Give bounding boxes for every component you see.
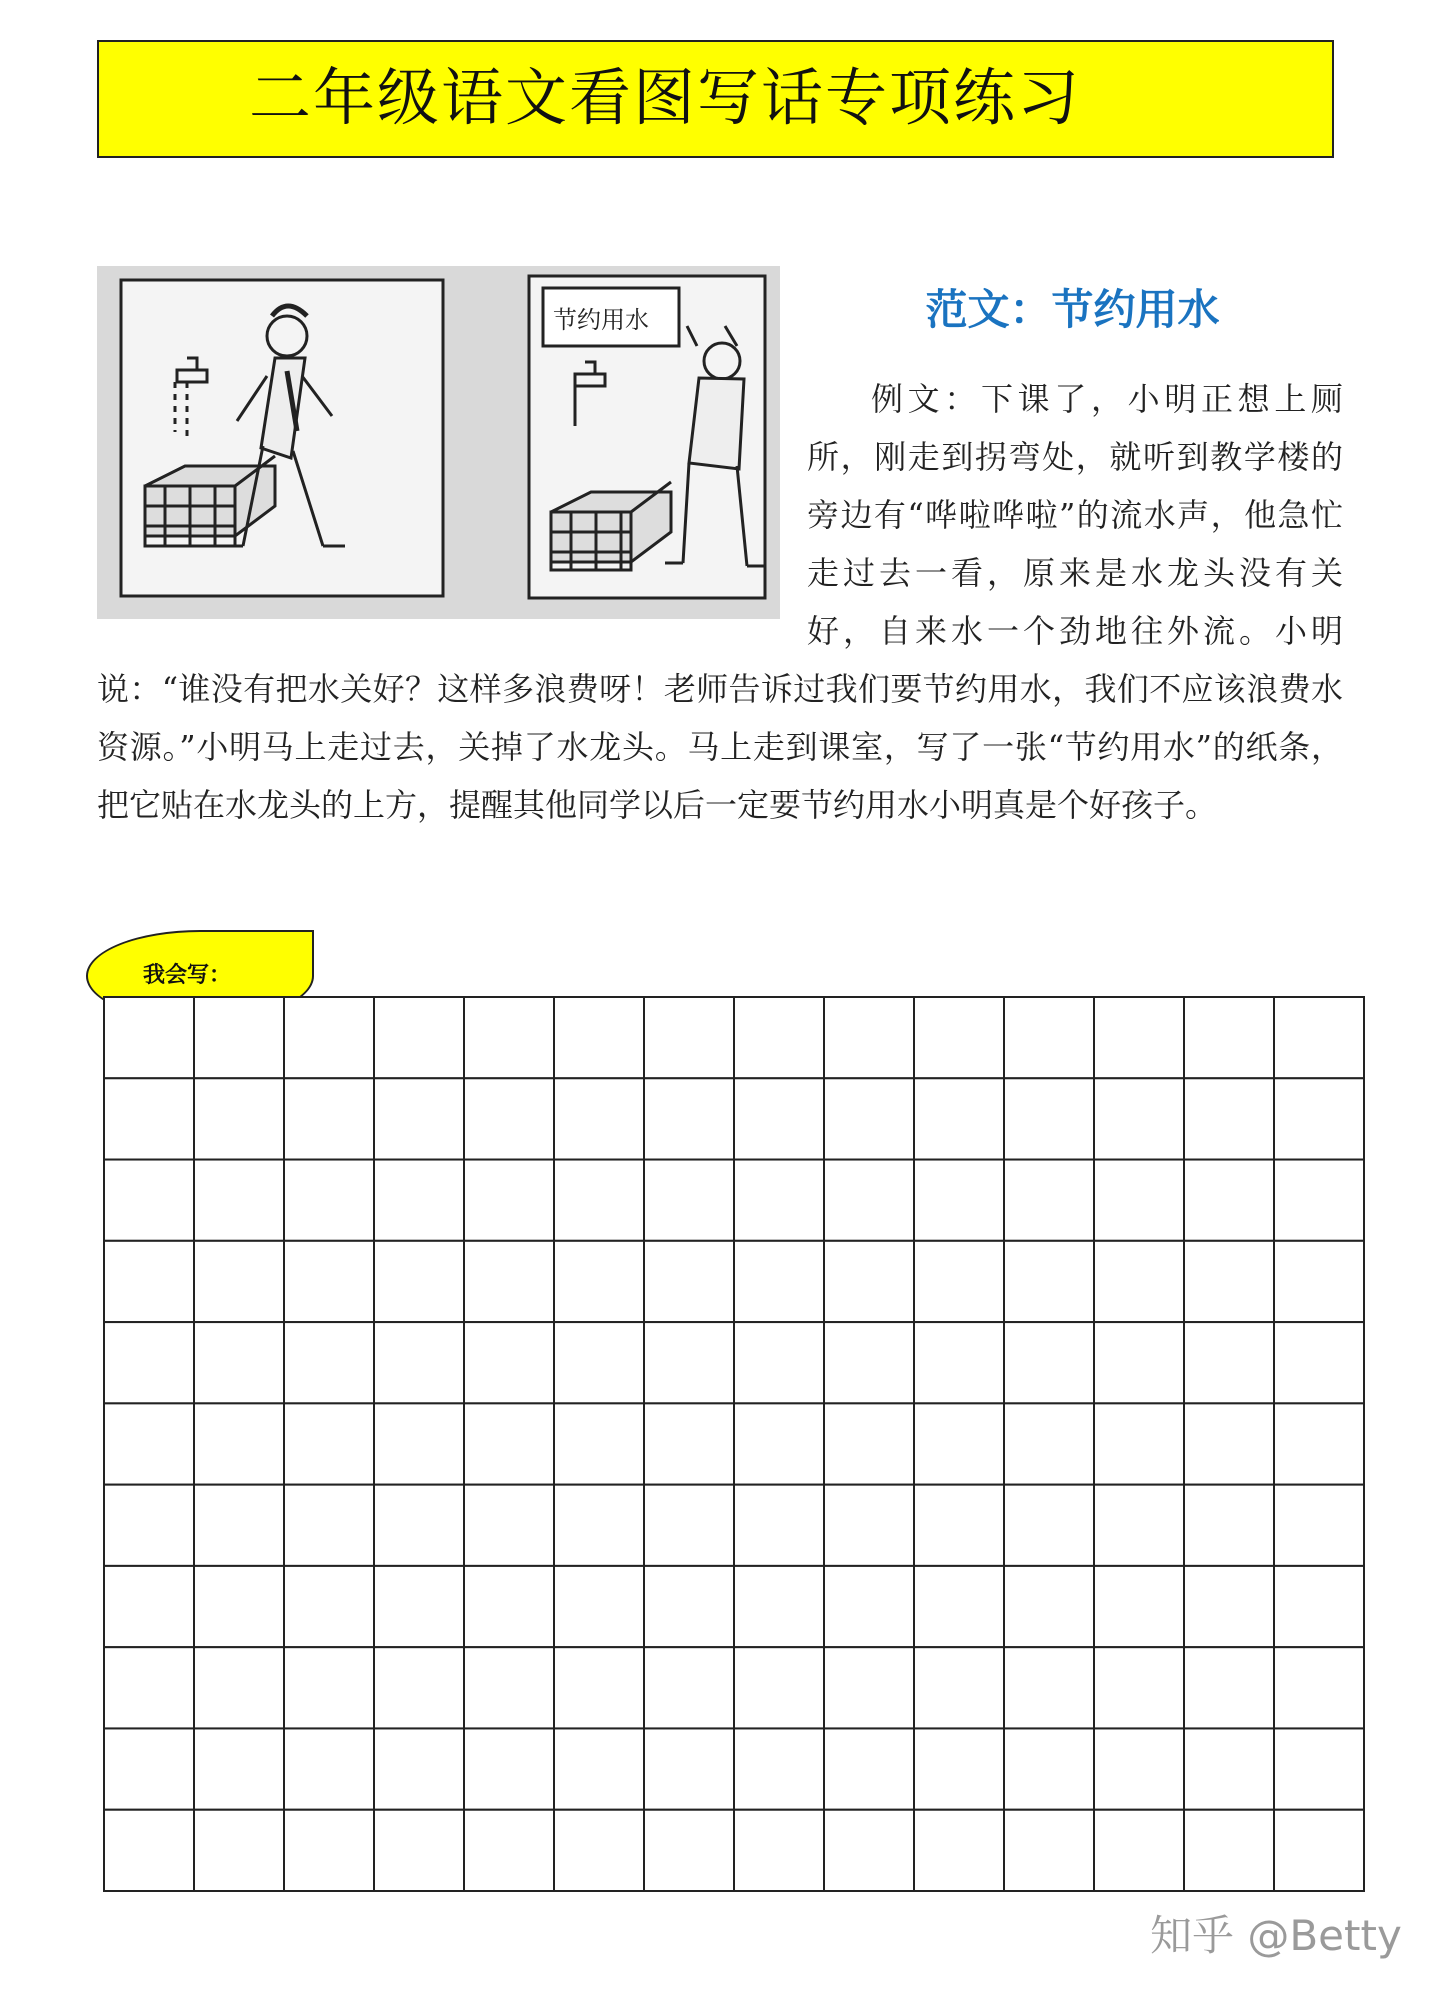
grid-cell[interactable]: [824, 1322, 914, 1403]
grid-cell[interactable]: [1184, 1078, 1274, 1159]
grid-cell[interactable]: [1184, 1322, 1274, 1403]
page-title: 二年级语文看图写话专项练习: [249, 61, 1082, 134]
grid-cell[interactable]: [644, 1647, 734, 1728]
grid-cell[interactable]: [644, 997, 734, 1078]
grid-cell[interactable]: [734, 1566, 824, 1647]
grid-cell[interactable]: [824, 1810, 914, 1891]
grid-cell[interactable]: [374, 1160, 464, 1241]
grid-cell[interactable]: [1004, 1322, 1094, 1403]
grid-cell[interactable]: [284, 1322, 374, 1403]
grid-cell[interactable]: [824, 1160, 914, 1241]
grid-cell[interactable]: [104, 997, 194, 1078]
grid-cell[interactable]: [284, 1403, 374, 1484]
grid-cell[interactable]: [554, 997, 644, 1078]
grid-cell[interactable]: [1094, 1322, 1184, 1403]
grid-cell[interactable]: [464, 1160, 554, 1241]
grid-cell[interactable]: [194, 1566, 284, 1647]
grid-cell[interactable]: [644, 1241, 734, 1322]
grid-cell[interactable]: [104, 1403, 194, 1484]
grid-cell[interactable]: [194, 1485, 284, 1566]
grid-cell[interactable]: [1274, 1810, 1364, 1891]
watermark: 知乎 @Betty: [1150, 1911, 1402, 1960]
grid-cell[interactable]: [554, 1078, 644, 1159]
grid-cell[interactable]: [104, 1728, 194, 1809]
grid-cell[interactable]: [914, 1647, 1004, 1728]
grid-cell[interactable]: [734, 1728, 824, 1809]
grid-cell[interactable]: [1094, 1403, 1184, 1484]
grid-cell[interactable]: [644, 1403, 734, 1484]
grid-cell[interactable]: [1274, 1403, 1364, 1484]
grid-cell[interactable]: [1094, 1566, 1184, 1647]
grid-cell[interactable]: [914, 1078, 1004, 1159]
grid-cell[interactable]: [464, 1810, 554, 1891]
grid-cell[interactable]: [194, 1322, 284, 1403]
grid-cell[interactable]: [284, 1485, 374, 1566]
grid-cell[interactable]: [554, 1728, 644, 1809]
grid-cell[interactable]: [824, 1078, 914, 1159]
grid-cell[interactable]: [1094, 1810, 1184, 1891]
grid-cell[interactable]: [734, 1403, 824, 1484]
grid-cell[interactable]: [194, 1728, 284, 1809]
grid-cell[interactable]: [284, 1810, 374, 1891]
grid-cell[interactable]: [464, 1728, 554, 1809]
grid-cell[interactable]: [644, 1485, 734, 1566]
grid-cell[interactable]: [374, 1322, 464, 1403]
essay-body: 例文：下课了，小明正想上厕所，刚走到拐弯处，就听到教学楼的旁边有“哗啦哗啦”的流水声，他急忙走过去一看，原来是水龙头没有关好，自来水一个劲地往外流。小明说：“谁没有把水关好？这样多浪费呀！老师告诉过我们要节约用水，我们不应该浪费水资源。”小明马上走过去，关掉了水龙头。马上走到课室，写了一张“节约用水”的纸条，把它贴在水龙头的上方，提醒其他同学以后一定要节约用水小明真是个好孩子。: [97, 380, 1343, 824]
grid-cell[interactable]: [1274, 1322, 1364, 1403]
grid-cell[interactable]: [1274, 1647, 1364, 1728]
grid-cell[interactable]: [1274, 1728, 1364, 1809]
grid-cell[interactable]: [824, 1728, 914, 1809]
grid-cell[interactable]: [464, 1485, 554, 1566]
grid-cell[interactable]: [1184, 997, 1274, 1078]
grid-cell[interactable]: [104, 1485, 194, 1566]
grid-cell[interactable]: [194, 1810, 284, 1891]
grid-cell[interactable]: [644, 1078, 734, 1159]
grid-cell[interactable]: [1274, 1241, 1364, 1322]
sign-text: 节约用水: [553, 306, 649, 334]
grid-cell[interactable]: [914, 1322, 1004, 1403]
grid-cell[interactable]: [554, 1647, 644, 1728]
grid-cell[interactable]: [194, 1241, 284, 1322]
grid-cell[interactable]: [374, 1403, 464, 1484]
grid-cell[interactable]: [1004, 1810, 1094, 1891]
grid-cell[interactable]: [374, 1485, 464, 1566]
grid-cell[interactable]: [1004, 1485, 1094, 1566]
grid-cell[interactable]: [914, 1160, 1004, 1241]
grid-cell[interactable]: [734, 1078, 824, 1159]
grid-cell[interactable]: [194, 1160, 284, 1241]
grid-cell[interactable]: [1004, 1647, 1094, 1728]
grid-cell[interactable]: [1094, 1160, 1184, 1241]
grid-cell[interactable]: [104, 1322, 194, 1403]
grid-cell[interactable]: [374, 1728, 464, 1809]
model-essay: [97, 370, 1343, 834]
grid-cell[interactable]: [194, 1403, 284, 1484]
grid-cell[interactable]: [644, 1810, 734, 1891]
grid-cell[interactable]: [1094, 1078, 1184, 1159]
grid-cell[interactable]: [104, 1160, 194, 1241]
grid-cell[interactable]: [1004, 1241, 1094, 1322]
grid-cell[interactable]: [1004, 1728, 1094, 1809]
grid-cell[interactable]: [1184, 1728, 1274, 1809]
grid-cell[interactable]: [914, 1241, 1004, 1322]
grid-cell[interactable]: [1004, 997, 1094, 1078]
grid-cell[interactable]: [914, 1810, 1004, 1891]
grid-cell[interactable]: [1184, 1485, 1274, 1566]
grid-cell[interactable]: [1094, 997, 1184, 1078]
grid-cell[interactable]: [104, 1241, 194, 1322]
grid-cell[interactable]: [284, 1566, 374, 1647]
grid-cell[interactable]: [644, 1728, 734, 1809]
grid-cell[interactable]: [1004, 1403, 1094, 1484]
grid-cell[interactable]: [1184, 1810, 1274, 1891]
grid-cell[interactable]: [554, 1810, 644, 1891]
grid-cell[interactable]: [1184, 1241, 1274, 1322]
grid-cell[interactable]: [374, 1241, 464, 1322]
grid-cell[interactable]: [1004, 1566, 1094, 1647]
grid-cell[interactable]: [644, 1566, 734, 1647]
grid-cell[interactable]: [104, 1810, 194, 1891]
grid-cell[interactable]: [554, 1485, 644, 1566]
grid-cell[interactable]: [914, 997, 1004, 1078]
grid-cell[interactable]: [1184, 1647, 1274, 1728]
grid-cell[interactable]: [734, 1160, 824, 1241]
grid-cell[interactable]: [194, 1078, 284, 1159]
grid-cell[interactable]: [734, 1322, 824, 1403]
grid-cell[interactable]: [284, 1241, 374, 1322]
grid-cell[interactable]: [824, 1647, 914, 1728]
illustration-wrap-space: [97, 370, 807, 660]
grid-cell[interactable]: [284, 1160, 374, 1241]
essay-title: 范文：节约用水: [925, 285, 1220, 334]
header-banner: [97, 40, 1334, 158]
grid-cell[interactable]: [1274, 1566, 1364, 1647]
grid-cell[interactable]: [104, 1078, 194, 1159]
grid-cell[interactable]: [824, 1485, 914, 1566]
grid-cell[interactable]: [104, 1566, 194, 1647]
grid-cell[interactable]: [734, 1485, 824, 1566]
grid-cell[interactable]: [644, 1322, 734, 1403]
grid-cell[interactable]: [1184, 1403, 1274, 1484]
grid-cell[interactable]: [1004, 1078, 1094, 1159]
grid-cell[interactable]: [464, 1566, 554, 1647]
grid-cell[interactable]: [1094, 1485, 1184, 1566]
grid-cell[interactable]: [824, 997, 914, 1078]
grid-cell[interactable]: [374, 1647, 464, 1728]
grid-cell[interactable]: [554, 1241, 644, 1322]
grid-cell[interactable]: [1094, 1241, 1184, 1322]
grid-cell[interactable]: [464, 1241, 554, 1322]
grid-cell[interactable]: [464, 1403, 554, 1484]
grid-cell[interactable]: [464, 997, 554, 1078]
grid-cell[interactable]: [284, 997, 374, 1078]
grid-cell[interactable]: [734, 1241, 824, 1322]
grid-cell[interactable]: [464, 1322, 554, 1403]
grid-cell[interactable]: [554, 1403, 644, 1484]
grid-cell[interactable]: [1184, 1566, 1274, 1647]
grid-cell[interactable]: [194, 997, 284, 1078]
grid-cell[interactable]: [734, 1810, 824, 1891]
grid-cell[interactable]: [914, 1728, 1004, 1809]
grid-cell[interactable]: [374, 1566, 464, 1647]
grid-cell[interactable]: [554, 1566, 644, 1647]
writing-label: 我会写：: [143, 963, 232, 988]
grid-cell[interactable]: [824, 1241, 914, 1322]
grid-cell[interactable]: [464, 1078, 554, 1159]
grid-cell[interactable]: [1274, 997, 1364, 1078]
grid-cell[interactable]: [914, 1485, 1004, 1566]
grid-cell[interactable]: [554, 1322, 644, 1403]
grid-cell[interactable]: [284, 1078, 374, 1159]
grid-cell[interactable]: [194, 1647, 284, 1728]
grid-cell[interactable]: [284, 1728, 374, 1809]
grid-cell[interactable]: [1274, 1078, 1364, 1159]
grid-cell[interactable]: [824, 1403, 914, 1484]
grid-cell[interactable]: [1004, 1160, 1094, 1241]
grid-cell[interactable]: [1184, 1160, 1274, 1241]
grid-cell[interactable]: [374, 1078, 464, 1159]
grid-cell[interactable]: [914, 1566, 1004, 1647]
grid-cell[interactable]: [1094, 1728, 1184, 1809]
grid-cell[interactable]: [1274, 1160, 1364, 1241]
grid-cell[interactable]: [464, 1647, 554, 1728]
grid-cell[interactable]: [734, 997, 824, 1078]
writing-grid[interactable]: [103, 996, 1365, 1892]
grid-cell[interactable]: [374, 1810, 464, 1891]
grid-cell[interactable]: [554, 1160, 644, 1241]
grid-cell[interactable]: [374, 997, 464, 1078]
grid-cell[interactable]: [644, 1160, 734, 1241]
grid-cell[interactable]: [1274, 1485, 1364, 1566]
grid-cell[interactable]: [734, 1647, 824, 1728]
grid-cell[interactable]: [284, 1647, 374, 1728]
grid-cell[interactable]: [104, 1647, 194, 1728]
grid-cell[interactable]: [914, 1403, 1004, 1484]
grid-cell[interactable]: [824, 1566, 914, 1647]
grid-cell[interactable]: [1094, 1647, 1184, 1728]
